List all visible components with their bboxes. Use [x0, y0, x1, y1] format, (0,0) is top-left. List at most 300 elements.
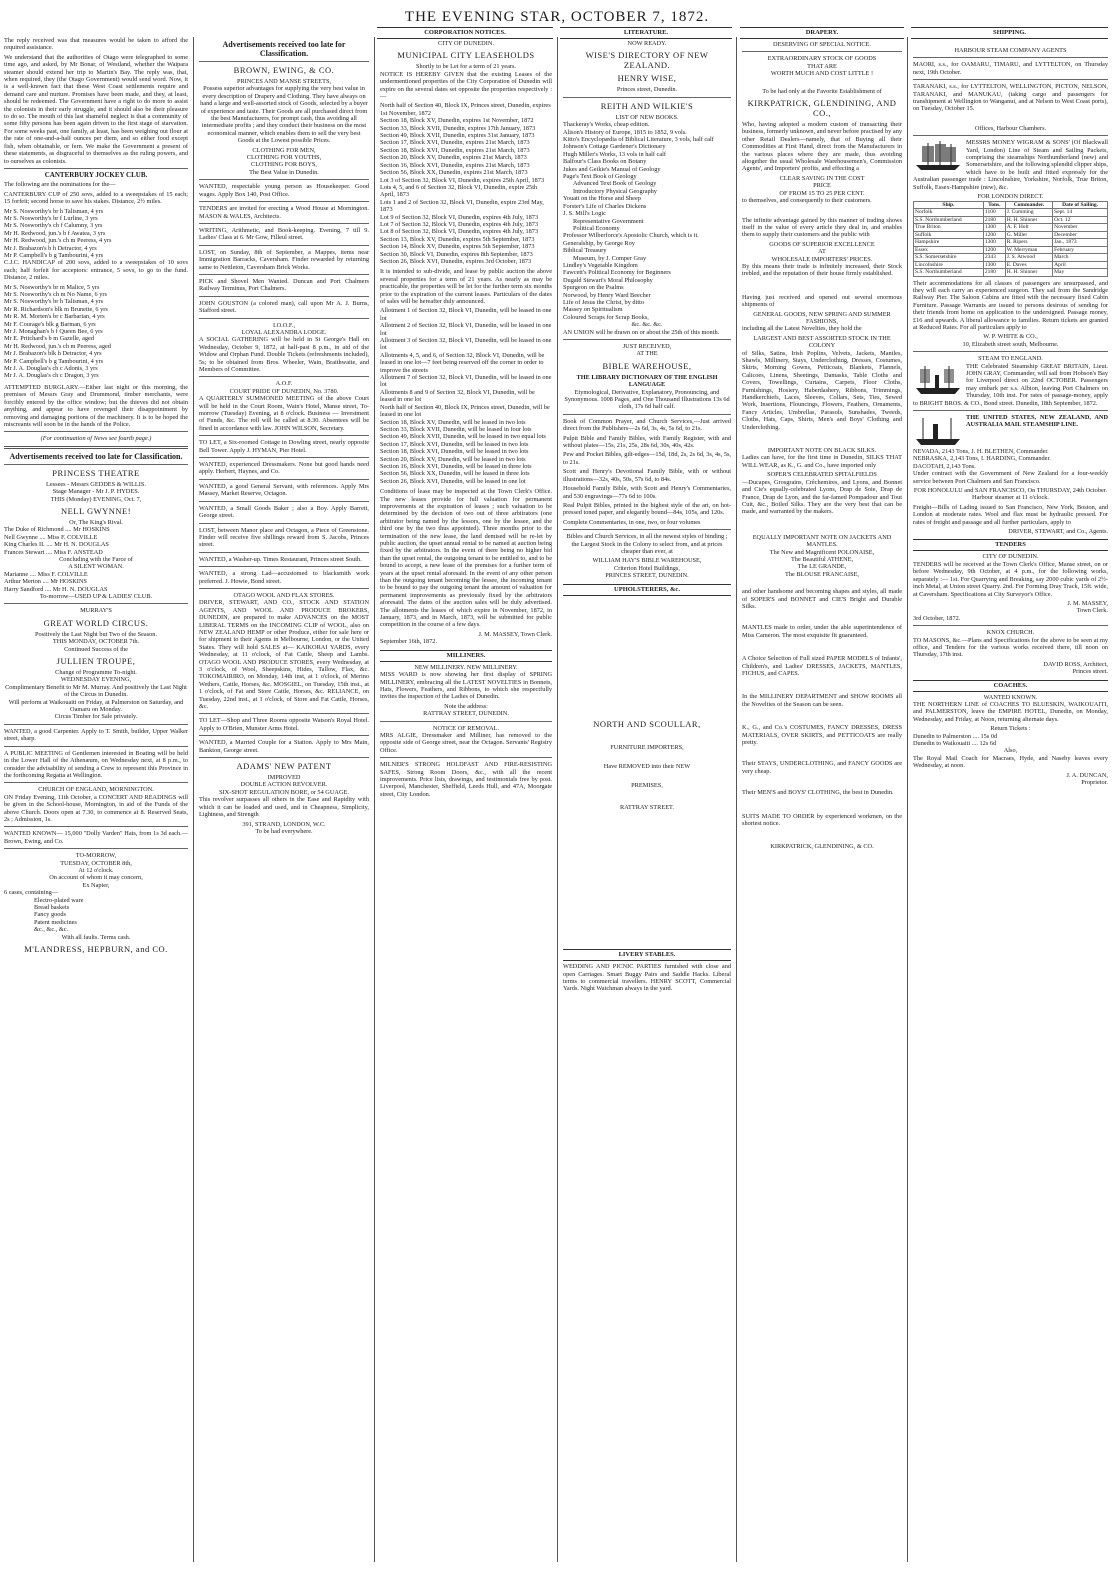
ad-line: GOODS OF SUPERIOR EXCELLENCE — [769, 240, 875, 248]
ad-line: Lessees - Messrs GEDDES & WILLIS. — [46, 480, 146, 488]
allotment-item: Allotments 8 and 9 of Section 32, Block VI, Dunedin, will be leased in one lot — [380, 388, 535, 404]
classified-ad: WANTED, a Married Couple for a Station. Apply to Mrs Main, Bankton, George street. — [199, 739, 369, 754]
wise-directory-title: WISE'S DIRECTORY OF NEW ZEALAND. — [585, 50, 709, 71]
ad-line: M'LANDRESS, HEPBURN, and CO. — [24, 944, 168, 955]
column-rule — [374, 37, 375, 1562]
ad-line: AT — [818, 248, 826, 256]
entry: Mr R. M. Morten's br c Barbarian, 4 yrs — [4, 313, 105, 321]
ad-text: —Ducapes, Grosgrains, Crêchemires, and Lyons, and Bonnet and Cie's equally-celebrated Lyons, Drap de Soie, Drap de France, Drap de Lyon, and the far-famed Pompadour and Tout Cuit, &c., Boiled Silks. They are the very best that can be made, and warranted by the makers. — [742, 478, 902, 516]
table-cell: J. Cumming — [1005, 209, 1052, 217]
lease-item: Section 17, Block XVI, Dunedin, expires 21st March, 1873 — [380, 139, 530, 147]
table-row — [914, 224, 1108, 232]
ad-line: The Best Value in Dunedin. — [249, 168, 319, 176]
fare-line: Dunedin to Palmerston .... 15s 0d — [913, 732, 998, 740]
bible-item: Household Family Bible, with Scott and Henry's Commentaries, and 530 engravings—77s 6d to 100s. — [563, 485, 731, 500]
ad-line: 6 cases, containing— — [4, 889, 59, 897]
header-upholsterers: UPHOLSTERERS, &c. — [563, 584, 731, 596]
classified-ad: WANTED, a strong Lad—accustomed to blacksmith work preferred. J. Howie, Bond street. — [199, 570, 369, 585]
continuation-note: (For continuation of News see fourth page.) — [40, 435, 152, 443]
town-clerk-sign: J. M. MASSEY, Town Clerk. — [478, 630, 552, 638]
column-5 — [742, 37, 902, 1562]
entry: Mr F. Courage's blk g Barman, 6 yrs — [4, 320, 96, 328]
ad-text: Who, having adopted a modern custom of transacting their business, formerly unknown, and never before practised by any other Retail Dealers—namely, that of Buying all their Commodities at First Hand, direct from the Manufacturers in the various places where they are made, thus avoiding altogether the usual Wholesale Warehousemen's, Commission Agents', and Importers' profits, and effecting a — [742, 121, 902, 173]
book-item: Thackeray's Works, cheap edition. — [563, 121, 650, 129]
ad-text: In the MILLINERY DEPARTMENT and SHOW ROOMS all the Novelties of the Season can be seen. — [742, 693, 902, 708]
lease-item: Section 26, Block XVI, Dunedin, expires 3rd October, 1873 — [380, 257, 532, 265]
ad-text: This revolver surpasses all others in the Ease and Rapidity with which it can be loaded and used, and in Cheapness, Simplicity, Lightness, and Strength — [199, 796, 369, 819]
ad-line: Bread baskets — [34, 904, 70, 911]
ad-line: PRINCES STREET, DUNEDIN. — [605, 572, 689, 580]
circus-ad — [4, 607, 188, 720]
entry: Mr E. Pritchard's b m Gazelle, aged — [4, 335, 94, 343]
church-ad: ON Friday Evening, 11th October, a CONCERT AND READINGS will be given in the School-house, Mornington, in aid of the Funds of the above Church. Doors open at 7.30, to commence at 8. Reserved Seats, 2s ; Admission, 1s. — [4, 793, 188, 823]
header-corporation: CORPORATION NOTICES. — [377, 27, 553, 39]
tenders-ad: TENDERS will be received at the Town Clerk's Office, Manse street, on or before Wednesday, 9th October, at 4 p.m., for the following works, separately :— 1st. For Quarrying and Breaking, say 2000 cubic yards of 2½-inch Metal, at Union street Quarry. 2nd. For Forming Dray Track, 15ft. wide, at Caversham. Specifications at City Surveyor's Office. — [913, 560, 1108, 598]
ad-line: JUST RECEIVED, — [622, 343, 672, 350]
lease-item: Section 20, Block XV, Dunedin, expires 21st March, 1873 — [380, 154, 527, 162]
table-cell: 1200 — [983, 231, 1005, 239]
lodge-ad: A SOCIAL GATHERING will be held in St George's Hall on Wednesday, October 9, 1872, at half-past 8 p.m., in aid of the Widow and Orphan Fund. Double Tickets (refreshments included), 5s; to be obtained from Bros. Wheeler, Wain, Braithwaite, and Members of Committee. — [199, 336, 369, 373]
lease-item: North half of Section 40, Block IX, Princes street, Dunedin, expires 1st November, 1872 — [380, 102, 551, 117]
ad-text: of Silks, Satins, Irish Poplins, Velvets, Jackets, Mantles, Shawls, Millinery, Stays, Underclothing, Dresses, Costumes, Skirts, Morning Gowns, Petticoats, Blankets, Flannels, Calicoes, Linens, Sheetings, Damasks, Table Cloths and Covers, Towellings, Curtains, Carpets, Floor Cloths, Furnishings, Hosiery, Haberdashery, Ribbons, Trimmings, Handkerchiefs, Laces, Sleeves, Collars, Sets, Ties, Sewed Work, Insertions, Flouncings, Flowers, Feathers, Ornaments, Fancy Articles, Umbrellas, Parasols, Sunshades, Tweeds, Cloths, Hats, Caps, Shirts, Men's and Boys' Clothing and Underclothing. — [742, 349, 902, 431]
entry: Mr H. Redwood, jun.'s ch m Peeress, 4 yrs — [4, 237, 112, 245]
bible-item: Complete Commentaries, in one, two, or four volumes — [563, 518, 701, 526]
allotment-item: Allotment 3 of Section 32, Block VI, Dunedin, will be leased in one lot — [380, 337, 552, 352]
news-paragraph: The reply received was that measures would be taken to afford the required assistance. — [4, 37, 188, 52]
ad-line: Change of Programme To-night. — [55, 669, 137, 677]
brown-ewing-title: BROWN, EWING, & CO. — [233, 65, 335, 75]
ad-line: Nell Gwynne .... Miss F. COLVILLE — [4, 533, 98, 541]
entry: Mr S. Nosworthy's ch f Calumny, 3 yrs — [4, 222, 103, 230]
news-paragraph: We understand that the authorities of Otago were telegraphed to some time ago, and asked, by Mr Bonar, of Westland, whether the Waipara steamer should extend her trip to Martin's Bay. The reply was, that, when required, they (the Otago Government) would send word. Now, it is a well-known fact that these West Coast settlements require and demand care and nurture. Promises have been made, and they, at least, should be redeemed. The Government have a right to do more to assist the colonists in their early struggle, and it should also be their pleasure to do so. The mouth of this last shameful neglect is that a community of some fifty persons has been again driven to the first stage of starvation. For some weeks past, one family, at least, has been weighing out flour at the rate of one-and-a-half ounces per diem, and so either food except fish, when obtainable, or fern. We make the Government a present of these statements, as disgraceful to themselves as the ruling powers, and to ourselves as colonists. — [4, 53, 188, 165]
coaches-ad: THE NORTHERN LINE of COACHES TO BLUESKIN, WAIKOUAITI, and PALMERSTON, leave the EMPIRE HOTEL, Dunedin, on Monday, Wednesday, and Friday, at Noon, returning alternate days. — [913, 700, 1108, 723]
ad-line: THE LIBRARY DICTIONARY OF THE ENGLISH LANGUAGE — [576, 373, 718, 389]
ad-line: THIS MONDAY, OCTOBER 7th. — [52, 638, 140, 646]
ad-line: W. P. WHITE & CO., — [983, 333, 1038, 341]
ad-text: Possess superior advantages for supplying the very best value in every description of Drapery and Clothing. They have always on hand a large and well-assorted stock of Goods, selected by a buyer of experience and taste. Their Goods are all purchased direct from the best Manufacturers, for prompt cash, thus avoiding all intermediate profits ; and they conduct their business on the most economical manner, which enables them to sell the very best Goods at the Lowest possible Prices. — [200, 85, 368, 145]
ad-line: DESERVING OF SPECIAL NOTICE. — [773, 41, 871, 48]
maori-ad: MAORI, s.s., for OAMARU, TIMARU, and LYTTELTON, on Thursday next, 19th October. — [913, 61, 1108, 76]
table-cell: 2180 — [983, 269, 1005, 277]
table-cell: True Briton — [914, 224, 984, 232]
allotment-item: Section 56, Block XX, Dunedin, will be leased in three lots — [380, 470, 530, 478]
book-item: Biblical Treasury — [563, 247, 607, 255]
classified-ad: TENDERS are invited for erecting a Wood House at Mornington. MASON & WALES, Architects. — [199, 205, 369, 220]
table-cell: A. F. Holt — [1005, 224, 1052, 232]
ad-line: Arthur Merton .... Mr HOSKINS — [4, 578, 87, 586]
book-item: Coloured Scraps for Scrap Books, — [563, 313, 649, 321]
table-cell: April — [1053, 261, 1108, 269]
fare-line: Dunedin to Waikouaiti .... 12s 6d — [913, 740, 997, 747]
classified-ad: WANTED, a Washer-up. Times Restaurant, Princes street South. — [199, 555, 362, 563]
table-cell: February — [1053, 246, 1108, 254]
column-rule — [193, 37, 194, 1562]
theatre-title: PRINCESS THEATRE — [52, 467, 140, 478]
masthead: THE EVENING STAR, OCTOBER 7, 1872. — [404, 9, 710, 25]
algie-ad: MRS ALGIE, Dressmaker and Milliner, has removed to the opposite side of George street, near the Octagon. Servants' Registry Office. — [380, 731, 552, 754]
book-item: Massey on Spiritualism — [563, 306, 623, 314]
lease-item: Section 14, Block XV, Dunedin, expires 5th September, 1873 — [380, 243, 535, 251]
book-item: Representative Government — [573, 217, 644, 225]
bible-item: Pulpit Bible and Family Bibles, with Family Register, with and without plates—15s, 21s, 25s, 28s 6d, 30s, 40s, 42s. — [563, 434, 731, 450]
ad-line: Fancy goods — [34, 911, 67, 919]
book-item: Lindley's Vegetable Kingdom — [563, 261, 638, 269]
ad-line: JULLIEN TROUPE, — [56, 656, 136, 667]
entry: Mr P. Campbell's b g Tambourini, 4 yrs — [4, 357, 104, 365]
entry: Mr S. Nosworthy's ch m No Name, 6 yrs — [4, 291, 107, 298]
classified-ad: WANTED, a good General Servant, with references. Apply Mrs Massey, Market Reserve, Octagon. — [199, 482, 369, 498]
ad-line: King Charles II. .... Mr H. N. DOUGLAS — [4, 541, 109, 549]
steamship-icon — [913, 363, 963, 397]
ad-line: Will perform at Waikouaiti on Friday, at Palmerston on Saturday, and Oamaru on Monday. — [8, 698, 184, 714]
table-cell: 1100 — [983, 209, 1005, 217]
ad-text: A Choice Selection of Full sized PAPER MODELS of Infants', Children's, and Ladies' DRESSES, JACKETS, MANTLES, FICHUS, and CAPES. — [742, 655, 902, 677]
ad-line: AT THE — [636, 350, 658, 358]
table-row — [914, 269, 1108, 277]
ad-line: PREMISES, — [631, 782, 663, 790]
header-milliners: MILLINERS. — [380, 650, 552, 662]
ad-text: Their MEN'S and BOYS' CLOTHING, the best in Dunedin. — [742, 789, 894, 797]
handicap-entries — [4, 284, 188, 380]
classified-ad: WANTED, respectable young person as Housekeeper. Good wages. Apply Box 140, Post Office. — [199, 183, 369, 198]
ad-line: SIX-SHOT REGULATION BORE, or 54 GUAGE. — [219, 788, 349, 796]
taranaki-ad: TARANAKI, s.s., for LYTTELTON, WELLINGTON, PICTON, NELSON, TARANAKI, and MANUKAU, (taking cargo and passengers for transhipment at Wellington to Wanganui, and at Nelson to West Coast ports), on Tuesday, October 15. — [913, 83, 1108, 113]
milner-safes-ad: MILNER'S STRONG HOLDFAST AND FIRE-RESISTING SAFES, Strong Room Doors, &c., with all the recent improvements. Price lists, drawings, and testimonials free by post. Liverpool, Manchester, Sheffield, Leeds Hull, and 47A, Moorgate street, City London. — [380, 761, 552, 798]
table-cell: Norfolk — [914, 209, 984, 217]
ad-line: Complimentary Benefit to Mr M. Murray. And positively the Last Night of the Circus in Dunedin. — [5, 683, 187, 699]
ad-line: &c., &c., &c. — [34, 926, 69, 934]
lease-item: Lot 3 of Section 32, Block VI, Dunedin, expires 25th April, 1873 — [380, 176, 545, 184]
ad-line: Continued Success of the — [64, 645, 128, 653]
table-header: Tons. — [983, 201, 1005, 209]
ad-line: CITY OF DUNEDIN. — [982, 553, 1039, 561]
city-title: CITY OF DUNEDIN. — [438, 40, 494, 47]
ad-line: IMPROVED — [267, 774, 301, 782]
steam-england-title: STEAM TO ENGLAND. — [978, 355, 1043, 363]
bible-item: Scott and Henry's Devotional Family Bible, with or without illustrations—32s, 40s, 50s, 57s 6d, to 84s. — [563, 468, 731, 483]
removal-title: NOTICE OF REMOVAL. — [432, 724, 500, 732]
ad-line: DRIVER, STEWART, and Co., Agents. — [1008, 528, 1108, 536]
table-row — [914, 261, 1108, 269]
book-item: Kitto's Encyclopædia of Biblical Literature, 3 vols, half calf — [563, 136, 714, 144]
ad-text: NOTICE IS HEREBY GIVEN that the existing Leases of the undermentioned properties of the City Corporation of Dunedin will expire on the several dates set opposite the properties respectively :— — [380, 70, 552, 101]
mail-line-ad — [913, 414, 1108, 429]
ad-line: Frances Stewart .... Miss F. ANSTEAD — [4, 548, 103, 556]
book-item: Alison's History of Europe, 1815 to 1852, 9 vols. — [563, 128, 687, 136]
table-cell: 1300 — [983, 239, 1005, 247]
book-item: Page's Text Book of Geology — [563, 173, 637, 181]
classified-ad: JOHN GOUSTON (a colored man), call upon Mr A. J. Burns, Stafford street. — [199, 299, 369, 315]
ad-line: WANTED KNOWN. — [983, 693, 1038, 701]
classified-ad: LOST, between Manor place and Octagon, a Piece of Greenstone. Finder will receive five shillings reward from S. Jacobs, Princes street. — [199, 526, 369, 549]
ad-line: To-morrow—USED UP & LADIES' CLUB. — [39, 593, 153, 600]
book-item: Spurgeon on the Psalms — [563, 284, 624, 292]
ad-line: Princes street. — [1072, 668, 1108, 676]
ad-line: CLOTHING FOR YOUTHS, — [246, 154, 322, 162]
ad-line: Return Tickets : — [990, 725, 1031, 733]
column-2 — [199, 37, 369, 1562]
ad-line: DAVID ROSS, Architect, — [1043, 660, 1108, 668]
ad-line: Stage Manager - Mr J. P. HYDES. — [52, 488, 140, 496]
table-cell: H. H. Shinner — [1005, 269, 1052, 277]
boating-meeting-ad: A PUBLIC MEETING of Gentlemen interested in Boating will be held in the Lower Hall of the Athenæum, on Wednesday next, at 8 p.m., to consider the advisability of sending a Crew to represent this Province in the forthcoming Regatta at Wellington. — [4, 749, 188, 779]
ad-line: THAT ARE — [807, 62, 837, 70]
lease-item: Section 30, Block VI, Dunedin, expires 8th September, 1873 — [380, 250, 533, 258]
ad-line: DOUBLE ACTION REVOLVER. — [240, 781, 328, 789]
allotment-item: Section 26, Block XVI, Dunedin, will be leased in one lot — [380, 477, 526, 485]
ad-line: Or, The King's Rival. — [69, 518, 123, 526]
ad-text: Bibles and Church Services, in all the newest styles of binding ; the Largest Stock in the Colony to select from, and at prices cheaper than ever, at — [566, 533, 728, 555]
carpenter-ad: WANTED, a good Carpenter. Apply to T. Smith, builder, Upper Walker street, sharp. — [4, 727, 188, 743]
table-row — [914, 209, 1108, 217]
table-cell: Lincolnshire — [914, 261, 984, 269]
ad-line: RATTRAY STREET, DUNEDIN. — [423, 710, 509, 718]
ad-line: Harry Sandford .... Mr H. N. DOUGLAS — [4, 585, 108, 593]
ad-line: WEDNESDAY EVENING, — [60, 676, 132, 684]
allotment-list — [380, 307, 552, 485]
north-scoullar-title: NORTH AND SCOULLAR, — [593, 718, 701, 729]
ad-line: COURT PRIDE OF DUNEDIN, No. 3780. — [229, 387, 339, 395]
table-row — [914, 239, 1108, 247]
book-item: Life of Jesus the Christ, by ditto — [563, 298, 644, 306]
table-header: Commander. — [1005, 201, 1052, 209]
bible-item: Book of Common Prayer, and Church Services,—Just arrived direct from the Publishers—2s 6d, 3s, 4s, 5s 6d, to 21s. — [563, 417, 731, 433]
miss-ward-ad: MISS WARD is now showing her first display of SPRING MILLINERY, embracing all the LATEST NOVELTIES in Bonnets, Hats, Flowers, Feathers, and Ribbons, to which she respectfully invites the inspection of the Ladies of Dunedin. — [380, 671, 552, 701]
jackets-title: EQUALLY IMPORTANT NOTE ON JACKETS AND MANTLES. — [752, 533, 892, 549]
cup-entries — [4, 208, 188, 260]
ad-line: The Duke of Richmond .... Mr HOSKINS — [4, 526, 110, 534]
ad-text: Freight—Bills of Lading issued to San Francisco, New York, Boston, and London at moderate rates. Wool and flax must be hydraulic pressed. For rates of freight and passage and all further particulars, apply to — [913, 503, 1108, 526]
table-cell: Hampshire — [914, 239, 984, 247]
header-literature: LITERATURE. — [560, 27, 732, 39]
ad-line: CLEAR SAVING IN THE COST — [779, 174, 865, 182]
adv-title: Advertisements received too late for Classification. — [222, 40, 346, 58]
ad-text: The infinite advantage gained by this manner of trading shows itself in the value of every article they deal in, and enables them to supply their customers and the public with — [742, 216, 902, 239]
ad-text: It is intended to sub-divide, and lease by public auction the above several properties for a term of 21 years. As nearly as may be practicable, the properties will be let for the further term six months prior to the expiration of the current leases. Particulars of the dates of sales will be hereafter duly announced. — [380, 268, 552, 305]
ad-line: SOPER'S CELEBRATED SPITALFIELDS — [767, 471, 877, 479]
ad-line: GENERAL GOODS, NEW SPRING AND SUMMER FASHIONS, — [753, 310, 891, 325]
ad-text: THE UNITED STATES, NEW ZEALAND, AND AUSTRALIA MAIL STEAMSHIP LINE. — [966, 414, 1108, 429]
ad-line: MURRAY'S — [80, 607, 112, 615]
black-silks-title: IMPORTANT NOTE ON BLACK SILKS. — [767, 447, 877, 455]
table-header: Date of Sailing. — [1053, 201, 1108, 209]
ad-line: To be had only at the Favorite Establishment of — [762, 87, 882, 95]
classified-ad: WANTED, a Small Goods Baker ; also a Boy. Apply Barrett, George street. — [199, 504, 369, 520]
entry: Mr P. Campbell's b g Tambourini, 4 yrs — [4, 251, 104, 259]
ad-text: Ladies can have, for the first time in Dunedin, SILKS THAT WILL WEAR, as K., G. and Co., have imported only — [742, 454, 902, 469]
mail-steamer-icon — [913, 414, 963, 448]
lease-item: Section 56, Block XX, Dunedin, expires 21st March, 1873 — [380, 169, 528, 177]
table-cell: S.S. Somersetshire — [914, 254, 984, 262]
book-item: Hugh Miller's Works, 13 vols in half calf — [563, 150, 666, 158]
ad-line: LOYAL ALEXANDRA LODGE. — [241, 328, 327, 336]
ad-line: J. M. MASSEY, — [1067, 599, 1108, 607]
ad-line: The Beautiful ATHENE, — [790, 555, 854, 563]
column-1 — [4, 37, 188, 1562]
ad-text: The Royal Mail Coach for Macraes, Hyde, and Naseby leaves every Wednesday, at noon. — [913, 754, 1108, 770]
header-coaches: COACHES. — [913, 680, 1108, 692]
book-item: Generalship, by George Roy — [563, 239, 635, 247]
ad-text: FOR HONOLULU and SAN FRANCISCO, On THURSDAY, 24th October. Harbour steamer at 11 o'clock. — [913, 487, 1108, 502]
ad-line: Positively the Last Night but Two of the Season. — [34, 630, 158, 638]
allotment-item: North half of Section 40, Block IX, Princes street, Dunedin, will be leased in one lot — [380, 403, 550, 419]
ad-line: The New and Magnificent POLONAISE, — [769, 548, 875, 556]
header-drapery: DRAPERY. — [740, 27, 904, 39]
theatre-ad — [4, 468, 188, 601]
ad-line: Note the address: — [444, 702, 488, 710]
cup-conditions: CANTERBURY CUP of 250 sovs, added to a sweepstakes of 15 each; 15 forfeit; second horse to save his stakes. Distance, 2½ miles. — [4, 190, 188, 206]
harbour-title: HARBOUR STEAM COMPANY AGENTS — [954, 47, 1067, 54]
entry: Mr S. Nosworthy's br m Malice, 5 yrs — [4, 283, 100, 291]
sailing-ship-icon — [913, 139, 963, 173]
table-row — [914, 246, 1108, 254]
ad-line: Ex Napier, — [82, 881, 110, 889]
allotment-item: Section 33, Block XVII, Dunedin, will be leased in four lots — [380, 425, 532, 433]
entry: Mr S. Nosworthy's br h Talisman, 4 yrs — [4, 298, 104, 306]
ad-line: A.O.F. — [275, 380, 293, 388]
allotment-item: Section 20, Block XV, Dunedin, will be leased in two lots — [380, 455, 526, 463]
ad-text: THE Celebrated Steamship GREAT BRITAIN, Lieut. JOHN GRAY, Commander, will sail from Hobson's Bay for Liverpool direct on 22nd OCTOBER. Passengers may embark per s.s. Albion, leaving Port Chalmers on Thursday, 10th inst. For rates of passage-money, apply to BRIGHT BROS. & CO., Bond street. Dunedin, 18th September, 1872. — [913, 362, 1108, 407]
lease-item: Lots 1 and 2 of Section 32, Block VI, Dunedin, expire 23rd May, 1873 — [380, 198, 544, 214]
ad-line: WHOLESALE IMPORTERS' PRICES. — [771, 255, 873, 263]
table-row — [914, 231, 1108, 239]
lease-item: Section 33, Block XVII, Dunedin, expires 17th January, 1873 — [380, 124, 536, 132]
church-title: CHURCH OF ENGLAND, MORNINGTON. — [38, 786, 154, 794]
entry: Mr H. Redwood, jun.'s b f Awatea, 3 yrs — [4, 229, 106, 237]
table-row — [914, 216, 1108, 224]
table-cell: December — [1053, 231, 1108, 239]
entry: Mr J. A. Douglas's ch c Adonis, 3 yrs — [4, 365, 98, 373]
classified-ad: TO LET, a Six-roomed Cottage in Dowling street, nearly opposite Bell Tower. Apply J. HYMAN, Pier Hotel. — [199, 439, 369, 454]
book-item: Professor Wilberforce's Apostolic Church, which is it. — [563, 232, 699, 240]
table-cell: Suffolk — [914, 231, 984, 239]
table-cell: 1200 — [983, 246, 1005, 254]
allotment-item: Section 18, Block XVI, Dunedin, will be leased in two lots — [380, 448, 529, 456]
table-cell: March — [1053, 254, 1108, 262]
ad-text: Etymological, Derivative, Explanatory, Pronouncing, and Synonymous. 1008 Pages, and One Thousand Illustrations 13s 6d cloth, 17s 6d half calf. — [564, 388, 730, 411]
ad-line: OF FROM 15 TO 25 PER CENT. — [779, 189, 865, 197]
table-cell: J. S. Atwood — [1005, 254, 1052, 262]
ad-line: NEBRASKA, 2,143 Tons, I. HARDING, Commander. — [913, 455, 1051, 463]
book-item: &c. &c. &c. — [631, 321, 663, 329]
table-cell: 2180 — [983, 216, 1005, 224]
ad-text: to themselves, and consequently to their customers. — [742, 197, 872, 205]
table-cell: 1300 — [983, 261, 1005, 269]
ad-line: Concluding with the Farce of — [59, 555, 133, 563]
livery-ad: WEDDING AND PICNIC PARTIES furnished with close and open Carriages. Smart Buggy Pairs and Saddle Hacks. Liberal terms to commercial travellers. HENRY SCOTT, Commercial Yards. Night Watchman always in the yard. — [563, 963, 731, 993]
book-item: Norwood, by Henry Ward Beecher — [563, 291, 651, 299]
book-item: Introductory Physical Geography — [573, 187, 657, 195]
table-cell: Jan., 1873 — [1053, 239, 1108, 247]
book-item: Museum, by J. Comper Gray — [573, 254, 647, 262]
ad-line: Circus Timber for Sale privately. — [54, 713, 138, 721]
lease-list — [380, 102, 552, 265]
ad-line: LIST OF NEW BOOKS. — [615, 113, 679, 121]
ad-text: including all the Latest Novelties, they hold the — [742, 325, 862, 333]
header-shipping: SHIPPING. — [911, 27, 1108, 39]
book-list — [563, 121, 731, 336]
ad-line: FURNITURE IMPORTERS, — [610, 743, 684, 751]
ad-line: Also, — [1003, 747, 1018, 755]
ad-text: SUITS MADE TO ORDER by experienced workmen, on the shortest notice. — [742, 812, 902, 828]
sailing-table — [913, 201, 1108, 277]
column-6 — [913, 37, 1108, 1562]
revolver-title: ADAMS' NEW PATENT — [236, 761, 332, 772]
table-cell: E. Daves — [1005, 261, 1052, 269]
ad-line: Electro-plated ware — [34, 896, 84, 904]
table-cell: S.S. Northumberland — [914, 216, 984, 224]
book-item: J. S. Mill's Logic — [563, 210, 606, 218]
jockey-club-title: CANTERBURY JOCKEY CLUB. — [44, 170, 148, 179]
entry: Mr J. A. Douglas's ch c Dragon, 3 yrs — [4, 372, 99, 380]
entry: Mr R. Richardson's blk m Brunette, 6 yrs — [4, 305, 108, 313]
ad-line: Proprietor. — [1081, 779, 1108, 787]
lease-item: Section 18, Block XV, Dunedin, expires 1st November, 1872 — [380, 117, 534, 125]
millinery-title: NEW MILLINERY. NEW MILLINERY. — [414, 663, 518, 671]
table-cell: Essex — [914, 246, 984, 254]
lease-item: Lot 7 of Section 32, Block VI, Dunedin, expires 4th July, 1873 — [380, 220, 539, 228]
bible-item: Pew and Pocket Bibles, gilt-edges—15d, 18d, 2s, 2s 6d, 3s, 4s, 5s, to 21s. — [563, 451, 731, 466]
ad-line: To be had everywhere. — [255, 827, 313, 835]
column-4 — [563, 37, 731, 1562]
lease-item: Section 13, Block XV, Dunedin, expires 5th September, 1873 — [380, 235, 535, 243]
ad-line: NOW READY. — [627, 40, 667, 47]
book-item: Political Economy — [573, 224, 620, 232]
ad-line: NELL GWYNNE! — [60, 505, 132, 516]
kirkpatrick-sign: KIRKPATRICK, GLENDINING, & CO. — [770, 843, 874, 851]
ad-text: Having just received and opened out several enormous shipments of — [742, 293, 902, 309]
classified-ad: PICK and Shovel Men Wanted. Duncan and Port Chalmers Railway Terminus, Port Chalmers. — [199, 277, 369, 293]
ad-line: PRINCES AND MANSE STREETS, — [236, 78, 332, 85]
ad-line: On account of whom it may concern, — [49, 874, 143, 882]
ad-line: Shortly to be Let for a term of 21 years. — [415, 63, 517, 71]
money-wigram-ad — [913, 139, 1108, 191]
book-item: Forster's Life of Charles Dickens — [563, 202, 647, 210]
ad-line: Offices, Harbour Chambers. — [974, 124, 1047, 132]
classified-ad: WANTED, experienced Dressmakers. None but good hands need apply. Herbert, Haynes, and Co. — [199, 461, 369, 476]
ad-line: CLOTHING FOR MEN, — [252, 146, 316, 154]
table-header: Ship. — [914, 201, 984, 209]
ad-line: FOR LONDON DIRECT. — [977, 193, 1044, 201]
column-rule — [907, 37, 908, 1562]
ad-line: 10, Elizabeth street south, Melbourne. — [962, 340, 1059, 348]
dolly-varden-ad: WANTED KNOWN— 15,000 "Dolly Varden" Hats, from 1s 3d each.—Brown, Ewing, and Co. — [4, 830, 188, 845]
bible-list — [563, 418, 731, 526]
table-cell: G. Miller — [1005, 231, 1052, 239]
ad-text: MANTLES made to order, under the able superintendence of Miss Cameron. The most exquisite fit guaranteed. — [742, 624, 902, 639]
table-cell: Oct. 12 — [1053, 216, 1108, 224]
ad-line: TO-MORROW, — [75, 852, 117, 860]
ad-text: MESSRS MONEY WIGRAM & SONS' (Of Blackwall Yard, London) Line of Steam and Sailing Packets, comprising the steamships Northumberland (new) and Somersetshire, and the following splendid clipper ships, which have to be built and fitted expressly for the Australian passenger trade : Lincolnshire, Yorkshire, Norfolk, True Briton, Suffolk, Essex-Hampshire (new), &c. — [913, 139, 1108, 191]
ad-text: Their accommodations for all classes of passengers are unsurpassed, and they will each carry an experienced surgeon. They sail from the Sandridge Railway Pier. The Saloon Cabins are fitted with the necessary fixed Cabin Furniture. Passage Warrants are issued to persons desirous of sending for their friends from home on application to the undersigned. Passage money, £16 and upwards. A liberal allowance to families. Return tickets are granted at Reduced Rates. For all particulars apply to — [913, 279, 1108, 331]
ad-line: RATTRAY STREET. — [620, 803, 674, 811]
allotment-item: Section 18, Block XV, Dunedin, will be leased in two lots — [380, 418, 526, 426]
header-livery-stables: LIVERY STABLES. — [563, 949, 731, 961]
entry: Mr J. Brabazon's blk h Detractor, 4 yrs — [4, 350, 102, 358]
book-item: Dugald Stewart's Moral Philosophy — [563, 276, 653, 284]
ad-text: K., G., and Co.'s COSTUMES, FANCY DRESSES, DRESS MATERIALS, OVER SKIRTS, and PETTICOATS are really pretty. — [742, 724, 902, 747]
adv-title: Advertisements received too late for Classification. — [9, 451, 183, 461]
book-item: Youatt on the Horse and Sheep — [563, 195, 641, 203]
table-cell: 1300 — [983, 224, 1005, 232]
table-cell: May — [1053, 269, 1108, 277]
allotment-item: Allotments 4, 5, and 6, of Section 32, Block VI, Dunedin, will be leased in one lot—7 feet being reserved off the corner in order to improve the streets — [380, 351, 545, 374]
ad-line: A SILENT WOMAN. — [68, 563, 124, 571]
lease-item: Lot 9 of Section 32, Block VI, Dunedin, expires 4th July, 1873 — [380, 213, 539, 221]
bible-warehouse-title: BIBLE WAREHOUSE, — [602, 360, 692, 371]
table-cell: W. Merryman — [1005, 246, 1052, 254]
ad-line: DACOTAH, 2,143 Tons. — [913, 462, 976, 470]
